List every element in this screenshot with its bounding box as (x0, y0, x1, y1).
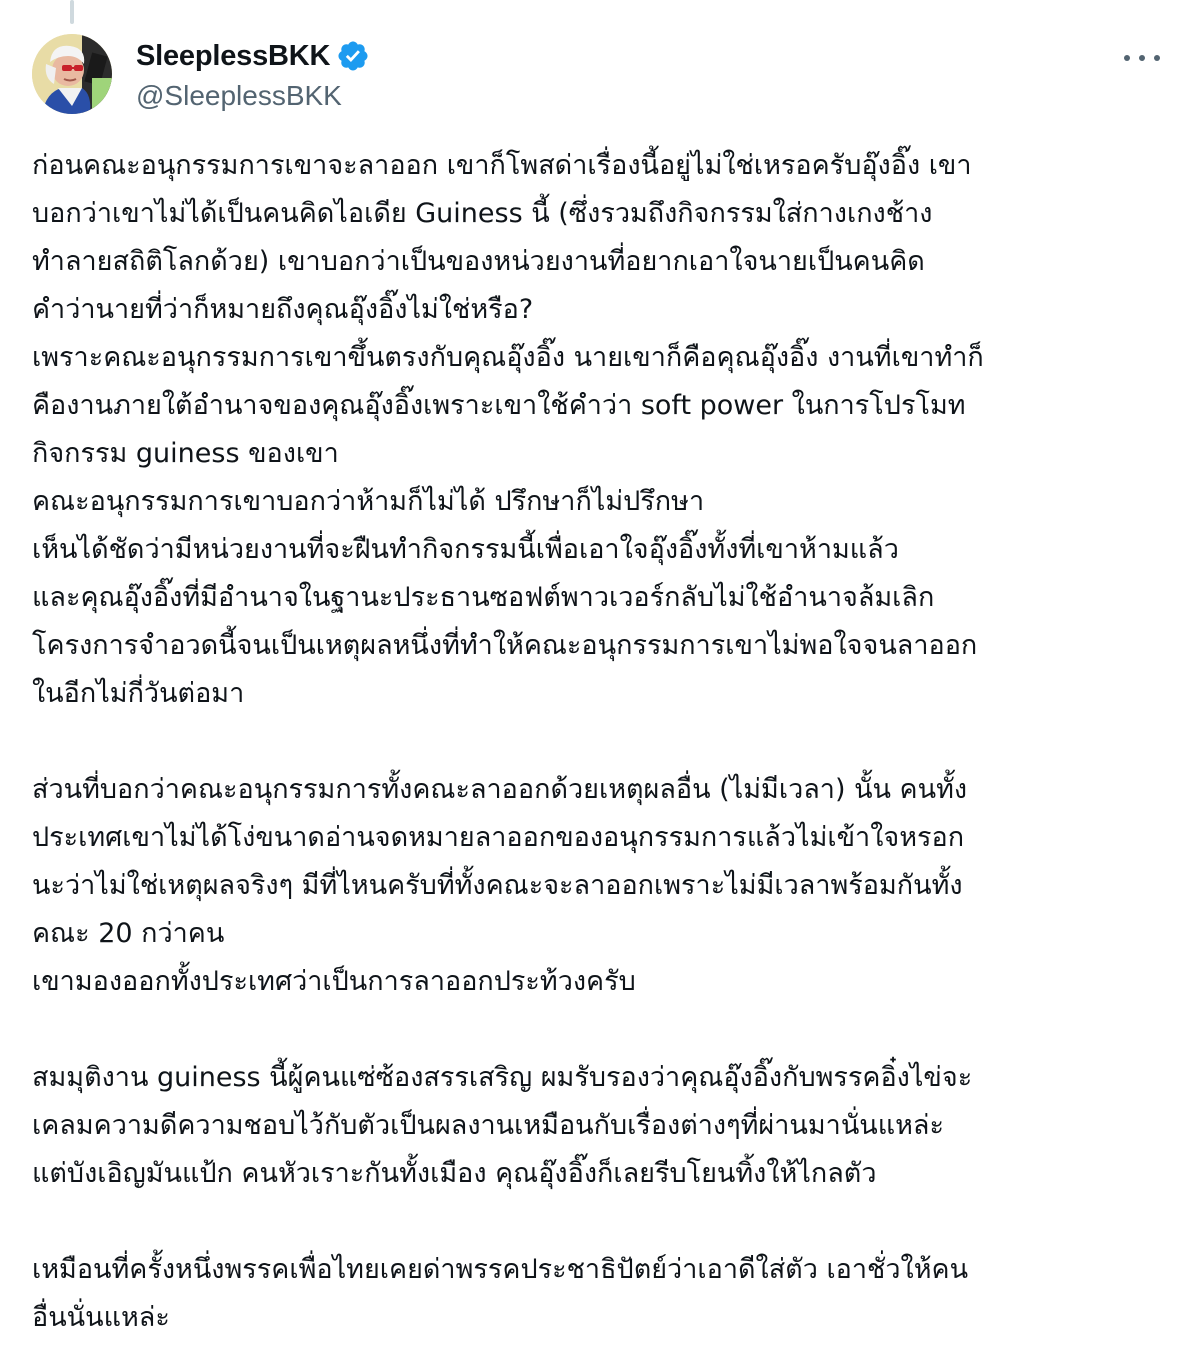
paragraph-spacer (32, 718, 1172, 766)
tweet-text-line: บอกว่าเขาไม่ได้เป็นคนคิดไอเดีย Guiness นี้ (ซึ่งรวมถึงกิจกรรมใส่กางเกงช้าง (32, 198, 933, 229)
avatar[interactable] (32, 34, 112, 114)
author-handle[interactable]: @SleeplessBKK (136, 80, 342, 111)
tweet-text-line: อื่นนั่นแหล่ะ (32, 1302, 170, 1333)
thread-connector-line (70, 0, 74, 24)
display-name-row (136, 38, 370, 74)
tweet-text-line: แต่บังเอิญมันแป้ก คนหัวเราะกันทั้งเมือง คุณอุ๊งอิ๊งก็เลยรีบโยนทิ้งให้ไกลตัว (32, 1158, 877, 1189)
paragraph-spacer (32, 1006, 1172, 1054)
tweet-text-line: ในอีกไม่กี่วันต่อมา (32, 678, 245, 709)
tweet-text-line: เขามองออกทั้งประเทศว่าเป็นการลาออกประท้วงครับ (32, 966, 636, 997)
tweet-text-line: ทำลายสถิติโลกด้วย) เขาบอกว่าเป็นของหน่วยงานที่อยากเอาใจนายเป็นคนคิด (32, 246, 925, 277)
display-name[interactable]: SleeplessBKK (136, 39, 331, 72)
tweet-text-line: คณะ 20 กว่าคน (32, 918, 225, 949)
tweet-text-line: เหมือนที่ครั้งหนึ่งพรรคเพื่อไทยเคยด่าพรรคประชาธิปัตย์ว่าเอาดีใส่ตัว เอาชั่วให้คน (32, 1254, 969, 1285)
tweet-text-line: กิจกรรม guiness ของเขา (32, 438, 339, 469)
tweet-text-line: ประเทศเขาไม่ได้โง่ขนาดอ่านจดหมายลาออกของอนุกรรมการแล้วไม่เข้าใจหรอก (32, 822, 965, 853)
tweet-text-line: เห็นได้ชัดว่ามีหน่วยงานที่จะฝืนทำกิจกรรมนี้เพื่อเอาใจอุ๊งอิ๊งทั้งที่เขาห้ามแล้ว (32, 534, 899, 565)
author-names (136, 38, 370, 112)
tweet-text-line: คืองานภายใต้อำนาจของคุณอุ๊งอิ๊งเพราะเขาใช้คำว่า soft power ในการโปรโมท (32, 390, 966, 421)
avatar-portrait-icon (32, 34, 112, 114)
tweet-text-line: สมมุติงาน guiness นี้ผู้คนแซ่ซ้องสรรเสริญ ผมรับรองว่าคุณอุ๊งอิ๊งกับพรรคอิ๋งไข่จะ (32, 1062, 973, 1093)
more-dot (1124, 55, 1130, 61)
paragraph-spacer (32, 1198, 1172, 1246)
tweet-header (32, 34, 1166, 118)
more-dot (1139, 55, 1145, 61)
tweet-text-line: เคลมความดีความชอบไว้กับตัวเป็นผลงานเหมือนกับเรื่องต่างๆที่ผ่านมานั่นแหล่ะ (32, 1110, 944, 1141)
tweet-text-line: ก่อนคณะอนุกรรมการเขาจะลาออก เขาก็โพสด่าเรื่องนี้อยู่ไม่ใช่เหรอครับอุ๊งอิ๊ง เขา (32, 150, 972, 181)
tweet-text (32, 142, 1172, 1342)
more-dot (1154, 55, 1160, 61)
verified-badge-icon[interactable] (336, 39, 370, 73)
tweet-text-line: ส่วนที่บอกว่าคณะอนุกรรมการทั้งคณะลาออกด้วยเหตุผลอื่น (ไม่มีเวลา) นั้น คนทั้ง (32, 774, 968, 805)
tweet-text-line: นะว่าไม่ใช่เหตุผลจริงๆ มีที่ไหนครับที่ทั้งคณะจะลาออกเพราะไม่มีเวลาพร้อมกันทั้ง (32, 870, 963, 901)
tweet-text-line: คำว่านายที่ว่าก็หมายถึงคุณอุ๊งอิ๊งไม่ใช่หรือ? (32, 294, 534, 325)
tweet-text-line: และคุณอุ๊งอิ๊งที่มีอำนาจในฐานะประธานซอฟต์พาวเวอร์กลับไม่ใช้อำนาจล้มเลิก (32, 582, 935, 613)
tweet-text-line: โครงการจำอวดนี้จนเป็นเหตุผลหนึ่งที่ทำให้คณะอนุกรรมการเขาไม่พอใจจนลาออก (32, 630, 978, 661)
more-options-icon[interactable] (1124, 48, 1160, 68)
tweet-text-line: คณะอนุกรรมการเขาบอกว่าห้ามก็ไม่ได้ ปรึกษาก็ไม่ปรึกษา (32, 486, 705, 517)
tweet-text-line: เพราะคณะอนุกรรมการเขาขึ้นตรงกับคุณอุ๊งอิ๊ง นายเขาก็คือคุณอุ๊งอิ๊ง งานที่เขาทำก็ (32, 342, 984, 373)
